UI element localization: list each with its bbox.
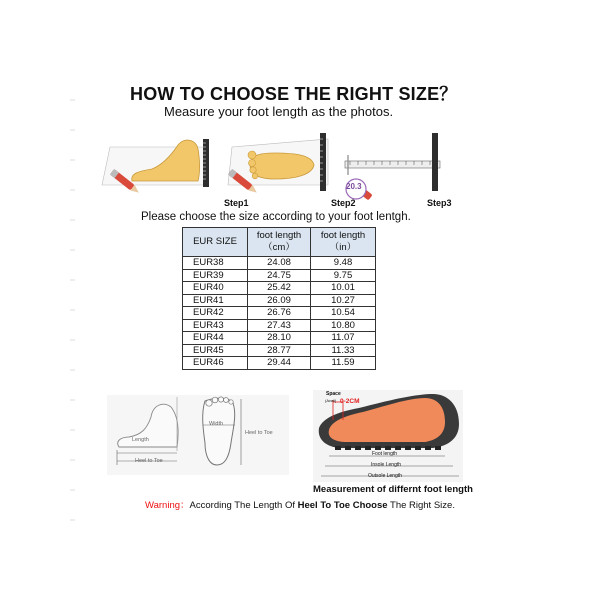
table-row xyxy=(183,282,376,295)
warning-bold-2: Choose xyxy=(352,500,388,511)
table-row xyxy=(183,319,376,332)
foot-length-cm-cell: 24.75 xyxy=(248,269,311,282)
foot-length-label: Foot length xyxy=(372,451,398,457)
warning-note xyxy=(145,497,455,511)
foot-length-cm-cell: 24.08 xyxy=(248,257,311,270)
table-row xyxy=(183,269,376,282)
shoe-measurement-diagram xyxy=(313,390,463,482)
warning-label: Warning： xyxy=(145,500,190,511)
foot-length-cm-header xyxy=(248,228,311,257)
ruler-reading: 20.3 xyxy=(346,182,362,191)
eur-size-cell: EUR44 xyxy=(183,332,248,345)
eur-size-cell: EUR38 xyxy=(183,257,248,270)
foot-length-in-cell: 10.01 xyxy=(311,282,376,295)
table-row xyxy=(183,294,376,307)
foot-length-cm-cell: 26.76 xyxy=(248,307,311,320)
foot-length-in-cell: 10.54 xyxy=(311,307,376,320)
step3-label: Step3 xyxy=(427,198,452,208)
foot-length-cm-header-line2: （cm） xyxy=(263,242,295,253)
eur-size-cell: EUR40 xyxy=(183,282,248,295)
table-row xyxy=(183,257,376,270)
foot-length-in-cell: 10.27 xyxy=(311,294,376,307)
step1-illustration xyxy=(102,139,209,195)
size-chart-table xyxy=(182,227,376,370)
table-row xyxy=(183,332,376,345)
heel-to-toe-vertical-label: Heel to Toe xyxy=(245,430,273,436)
step2-illustration xyxy=(228,133,328,195)
width-label: Width xyxy=(209,421,224,427)
eur-size-header: EUR SIZE xyxy=(183,228,248,257)
foot-length-cm-cell: 29.44 xyxy=(248,357,311,370)
measurement-caption: Measurement of differnt foot length xyxy=(313,484,473,495)
eur-size-cell: EUR45 xyxy=(183,344,248,357)
step1-label: Step1 xyxy=(224,198,249,208)
warning-bold-1: Heel To Toe xyxy=(297,500,351,511)
foot-length-in-cell: 11.07 xyxy=(311,332,376,345)
table-row xyxy=(183,307,376,320)
foot-length-in-header-line1: foot length xyxy=(320,230,366,241)
foot-length-in-cell: 9.48 xyxy=(311,257,376,270)
foot-length-cm-cell: 28.10 xyxy=(248,332,311,345)
page-subtitle: Measure your foot length as the photos. xyxy=(164,104,394,119)
table-row xyxy=(183,344,376,357)
foot-length-cm-cell: 28.77 xyxy=(248,344,311,357)
foot-length-in-header xyxy=(311,228,376,257)
foot-length-cm-cell: 27.43 xyxy=(248,319,311,332)
outsole-length-label: Outsole Length xyxy=(368,473,402,479)
foot-length-cm-cell: 25.42 xyxy=(248,282,311,295)
foot-length-cm-cell: 26.09 xyxy=(248,294,311,307)
measuring-steps-illustration xyxy=(100,125,460,213)
table-row xyxy=(183,357,376,370)
length-label: Length xyxy=(132,437,149,443)
table-header-row xyxy=(183,228,376,257)
eur-size-cell: EUR39 xyxy=(183,269,248,282)
step2-label: Step2 xyxy=(331,198,356,208)
space-sub-label: (Avail) xyxy=(325,398,337,403)
heel-to-toe-label: Heel to Toe xyxy=(135,458,163,464)
insole-length-label: Insole Length xyxy=(371,462,402,468)
foot-length-in-cell: 11.59 xyxy=(311,357,376,370)
eur-size-cell: EUR46 xyxy=(183,357,248,370)
page-title: HOW TO CHOOSE THE RIGHT SIZE？ xyxy=(130,84,458,104)
foot-length-in-cell: 9.75 xyxy=(311,269,376,282)
foot-length-in-cell: 10.80 xyxy=(311,319,376,332)
eur-size-cell: EUR42 xyxy=(183,307,248,320)
decorative-side-marks xyxy=(70,90,76,530)
foot-length-cm-header-line1: foot length xyxy=(256,230,302,241)
warning-text-1: According The Length Of xyxy=(189,500,298,511)
space-label: Space xyxy=(326,391,341,397)
warning-text-3: The Right Size. xyxy=(387,500,455,511)
size-instruction: Please choose the size according to your foot lentgh. xyxy=(141,211,411,223)
foot-length-in-header-line2: （in） xyxy=(329,242,357,253)
space-value: 0-2CM xyxy=(340,398,360,405)
eur-size-cell: EUR41 xyxy=(183,294,248,307)
eur-size-cell: EUR43 xyxy=(183,319,248,332)
foot-length-in-cell: 11.33 xyxy=(311,344,376,357)
